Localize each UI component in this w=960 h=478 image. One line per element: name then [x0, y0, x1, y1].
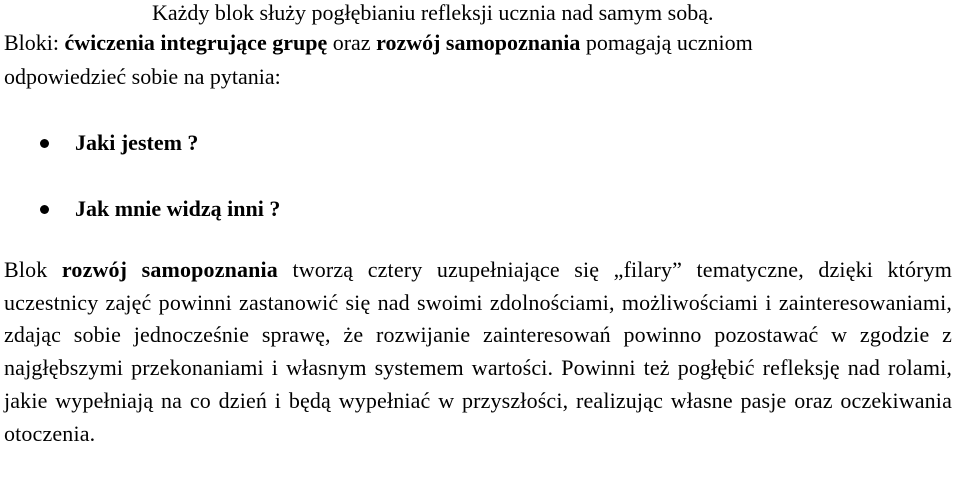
bullet-text: Jaki jestem ?: [75, 130, 199, 155]
bullet-item: [40, 196, 280, 222]
block-name-self-knowledge: rozwój samopoznania: [376, 30, 581, 55]
intro-line-1: Każdy blok służy pogłębianiu refleksji ucznia nad samym sobą.: [152, 0, 714, 25]
paragraph-block-name: rozwój samopoznania: [61, 257, 278, 282]
intro-line-2-pre: Bloki:: [4, 30, 65, 55]
intro-line-3: odpowiedzieć sobie na pytania:: [4, 64, 281, 89]
bullet-text: Jak mnie widzą inni ?: [75, 196, 281, 221]
paragraph-rest: tworzą cztery uzupełniające się „filary” tematyczne, dzięki którym uczestnicy zajęć powinni zastanowić się nad swoimi zdolnościami, możliwościami i zainteresowaniami, zdając sobie jednocześnie sprawę, że rozwijanie zainteresowań powinno pozostawać w zgodzie z najgłębszymi przekonaniami i własnym systemem wartości. Powinni też pogłębić refleksję nad rolami, jakie wypełniają na co dzień i będą wypełniać w przyszłości, realizując własne pasje oraz oczekiwania otoczenia.: [4, 257, 952, 446]
bullet-item: [40, 130, 198, 156]
bullet-icon: [40, 205, 49, 214]
block-name-integration: ćwiczenia integrujące grupę: [64, 30, 328, 55]
intro-line-2: [4, 30, 753, 56]
intro-line-2-post: pomagają uczniom: [580, 30, 753, 55]
intro-line-2-mid: oraz: [327, 30, 377, 55]
body-paragraph: [4, 254, 952, 450]
paragraph-pre: Blok: [4, 257, 62, 282]
bullet-icon: [40, 139, 49, 148]
